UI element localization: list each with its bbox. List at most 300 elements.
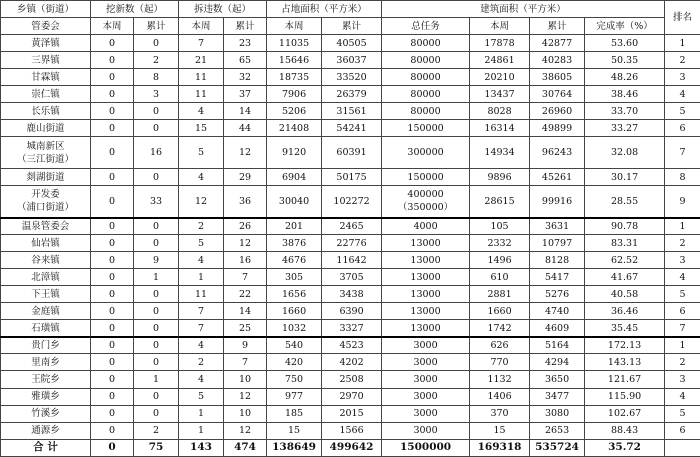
completion-rate-cell: 40.58 bbox=[585, 286, 665, 303]
land-area-cumulative-cell: 22776 bbox=[322, 235, 382, 252]
building-area-cumulative-cell: 3631 bbox=[530, 218, 585, 235]
completion-rate-cell: 38.46 bbox=[585, 86, 665, 103]
building-area-cumulative-cell: 26960 bbox=[530, 103, 585, 120]
demolished-week-cell: 2 bbox=[179, 218, 224, 235]
table-row bbox=[1, 303, 700, 320]
total-task-line1: 400000 bbox=[407, 189, 444, 201]
demolished-cumulative-cell: 7 bbox=[224, 269, 267, 286]
town-name-cell: 通源乡 bbox=[1, 422, 91, 439]
town-name-cell: 里南乡 bbox=[1, 354, 91, 371]
town-name-line2: （浦口街道） bbox=[16, 202, 74, 214]
land-area-cumulative-cell: 102272 bbox=[322, 186, 382, 218]
header-town-sub: 管委会 bbox=[1, 18, 91, 35]
total-task-cell: 3000 bbox=[382, 388, 470, 405]
completion-rate-cell: 48.26 bbox=[585, 69, 665, 86]
building-area-cumulative-cell: 3650 bbox=[530, 371, 585, 388]
table-row bbox=[1, 252, 700, 269]
building-area-week-cell: 1742 bbox=[470, 320, 530, 337]
demolished-week-cell: 5 bbox=[179, 137, 224, 169]
new-projects-cumulative-cell: 0 bbox=[134, 388, 179, 405]
building-area-week-cell: 13437 bbox=[470, 86, 530, 103]
completion-rate-cell: 33.27 bbox=[585, 120, 665, 137]
town-name-line1: 开发委 bbox=[31, 189, 60, 201]
total-task-cell: 3000 bbox=[382, 337, 470, 354]
demolished-week-cell: 21 bbox=[179, 52, 224, 69]
town-name-cell: 崇仁镇 bbox=[1, 86, 91, 103]
total-task-cell: 3000 bbox=[382, 371, 470, 388]
completion-rate-cell: 30.17 bbox=[585, 169, 665, 186]
demolished-cumulative-cell: 25 bbox=[224, 320, 267, 337]
land-area-week-cell: 1032 bbox=[267, 320, 322, 337]
header-land-week: 本周 bbox=[267, 18, 322, 35]
town-name-cell bbox=[1, 186, 91, 218]
land-area-week-cell: 21408 bbox=[267, 120, 322, 137]
demolished-cumulative-cell: 26 bbox=[224, 218, 267, 235]
header-new-week: 本周 bbox=[91, 18, 134, 35]
new-projects-week-cell: 0 bbox=[91, 405, 134, 422]
header-new-projects: 挖新数（起） bbox=[91, 1, 179, 18]
total-new-projects-week: 0 bbox=[91, 439, 134, 456]
completion-rate-cell: 33.70 bbox=[585, 103, 665, 120]
total-task-cell: 80000 bbox=[382, 86, 470, 103]
rank-cell: 8 bbox=[665, 169, 700, 186]
building-area-week-cell: 370 bbox=[470, 405, 530, 422]
building-area-week-cell: 1132 bbox=[470, 371, 530, 388]
header-land-cum: 累计 bbox=[322, 18, 382, 35]
rank-cell: 9 bbox=[665, 186, 700, 218]
completion-rate-cell: 102.67 bbox=[585, 405, 665, 422]
new-projects-cumulative-cell: 0 bbox=[134, 169, 179, 186]
rank-cell: 5 bbox=[665, 286, 700, 303]
total-task-line2: （350000） bbox=[397, 202, 454, 214]
completion-rate-cell: 90.78 bbox=[585, 218, 665, 235]
new-projects-cumulative-cell: 8 bbox=[134, 69, 179, 86]
header-bld-cum: 累计 bbox=[530, 18, 585, 35]
building-area-cumulative-cell: 5276 bbox=[530, 286, 585, 303]
demolished-week-cell: 11 bbox=[179, 86, 224, 103]
new-projects-week-cell: 0 bbox=[91, 137, 134, 169]
building-area-cumulative-cell: 30764 bbox=[530, 86, 585, 103]
land-area-cumulative-cell: 50175 bbox=[322, 169, 382, 186]
new-projects-week-cell: 0 bbox=[91, 286, 134, 303]
header-dem-week: 本周 bbox=[179, 18, 224, 35]
total-task-cell: 80000 bbox=[382, 69, 470, 86]
new-projects-cumulative-cell: 16 bbox=[134, 137, 179, 169]
demolished-cumulative-cell: 12 bbox=[224, 388, 267, 405]
demolished-cumulative-cell: 7 bbox=[224, 354, 267, 371]
town-name-cell: 雅璜乡 bbox=[1, 388, 91, 405]
completion-rate-cell: 115.90 bbox=[585, 388, 665, 405]
demolished-week-cell: 4 bbox=[179, 252, 224, 269]
rank-cell: 7 bbox=[665, 320, 700, 337]
completion-rate-cell: 53.60 bbox=[585, 35, 665, 52]
new-projects-week-cell: 0 bbox=[91, 69, 134, 86]
demolished-week-cell: 4 bbox=[179, 103, 224, 120]
completion-rate-cell: 35.45 bbox=[585, 320, 665, 337]
new-projects-week-cell: 0 bbox=[91, 303, 134, 320]
new-projects-week-cell: 0 bbox=[91, 337, 134, 354]
new-projects-week-cell: 0 bbox=[91, 388, 134, 405]
header-completion-rate: 完成率（%） bbox=[585, 18, 665, 35]
land-area-cumulative-cell: 11642 bbox=[322, 252, 382, 269]
table-row bbox=[1, 388, 700, 405]
rank-cell: 4 bbox=[665, 86, 700, 103]
completion-rate-cell: 143.13 bbox=[585, 354, 665, 371]
new-projects-cumulative-cell: 0 bbox=[134, 337, 179, 354]
completion-rate-cell: 172.13 bbox=[585, 337, 665, 354]
table-row bbox=[1, 169, 700, 186]
building-area-cumulative-cell: 40283 bbox=[530, 52, 585, 69]
land-area-week-cell: 185 bbox=[267, 405, 322, 422]
new-projects-cumulative-cell: 2 bbox=[134, 52, 179, 69]
land-area-cumulative-cell: 2015 bbox=[322, 405, 382, 422]
town-name-cell: 仙岩镇 bbox=[1, 235, 91, 252]
demolished-cumulative-cell: 16 bbox=[224, 252, 267, 269]
demolished-week-cell: 15 bbox=[179, 120, 224, 137]
new-projects-week-cell: 0 bbox=[91, 235, 134, 252]
town-name-cell: 北漳镇 bbox=[1, 269, 91, 286]
land-area-week-cell: 4676 bbox=[267, 252, 322, 269]
town-name-cell: 长乐镇 bbox=[1, 103, 91, 120]
completion-rate-cell: 121.67 bbox=[585, 371, 665, 388]
rank-cell: 6 bbox=[665, 120, 700, 137]
land-area-cumulative-cell: 1566 bbox=[322, 422, 382, 439]
new-projects-cumulative-cell: 0 bbox=[134, 303, 179, 320]
land-area-cumulative-cell: 26379 bbox=[322, 86, 382, 103]
land-area-cumulative-cell: 3327 bbox=[322, 320, 382, 337]
demolished-week-cell: 11 bbox=[179, 69, 224, 86]
rank-cell: 5 bbox=[665, 405, 700, 422]
building-area-cumulative-cell: 49899 bbox=[530, 120, 585, 137]
land-area-week-cell: 18735 bbox=[267, 69, 322, 86]
header-town: 乡镇（街道） bbox=[1, 1, 91, 18]
new-projects-cumulative-cell: 9 bbox=[134, 252, 179, 269]
demolished-cumulative-cell: 9 bbox=[224, 337, 267, 354]
rank-cell: 3 bbox=[665, 69, 700, 86]
new-projects-cumulative-cell: 0 bbox=[134, 320, 179, 337]
land-area-week-cell: 201 bbox=[267, 218, 322, 235]
town-name-cell bbox=[1, 137, 91, 169]
demolished-week-cell: 1 bbox=[179, 422, 224, 439]
new-projects-week-cell: 0 bbox=[91, 354, 134, 371]
table-row bbox=[1, 137, 700, 169]
total-task-cell: 3000 bbox=[382, 422, 470, 439]
town-name-line2: （三江街道） bbox=[16, 153, 74, 165]
land-area-week-cell: 9120 bbox=[267, 137, 322, 169]
land-area-cumulative-cell: 2508 bbox=[322, 371, 382, 388]
demolished-cumulative-cell: 37 bbox=[224, 86, 267, 103]
land-area-week-cell: 1656 bbox=[267, 286, 322, 303]
land-area-week-cell: 5206 bbox=[267, 103, 322, 120]
building-area-cumulative-cell: 5164 bbox=[530, 337, 585, 354]
new-projects-week-cell: 0 bbox=[91, 269, 134, 286]
total-task-cell: 300000 bbox=[382, 137, 470, 169]
total-task-cell: 13000 bbox=[382, 252, 470, 269]
land-area-cumulative-cell: 40505 bbox=[322, 35, 382, 52]
new-projects-cumulative-cell: 1 bbox=[134, 371, 179, 388]
total-land-area-cumulative: 499642 bbox=[322, 439, 382, 456]
table-row bbox=[1, 320, 700, 337]
rank-cell: 7 bbox=[665, 137, 700, 169]
demolished-cumulative-cell: 65 bbox=[224, 52, 267, 69]
table-row bbox=[1, 286, 700, 303]
demolished-cumulative-cell: 14 bbox=[224, 103, 267, 120]
new-projects-cumulative-cell: 3 bbox=[134, 86, 179, 103]
completion-rate-cell: 36.46 bbox=[585, 303, 665, 320]
building-area-cumulative-cell: 2653 bbox=[530, 422, 585, 439]
land-area-week-cell: 420 bbox=[267, 354, 322, 371]
land-area-week-cell: 30040 bbox=[267, 186, 322, 218]
land-area-week-cell: 11035 bbox=[267, 35, 322, 52]
building-area-week-cell: 20210 bbox=[470, 69, 530, 86]
demolished-cumulative-cell: 12 bbox=[224, 235, 267, 252]
building-area-week-cell: 2332 bbox=[470, 235, 530, 252]
new-projects-week-cell: 0 bbox=[91, 169, 134, 186]
new-projects-cumulative-cell: 33 bbox=[134, 186, 179, 218]
header-building-area: 建筑面积（平方米） bbox=[382, 1, 665, 18]
total-task-cell: 13000 bbox=[382, 269, 470, 286]
town-name-line1: 城南新区 bbox=[26, 140, 65, 152]
demolished-week-cell: 4 bbox=[179, 371, 224, 388]
completion-rate-cell: 88.43 bbox=[585, 422, 665, 439]
new-projects-cumulative-cell: 0 bbox=[134, 286, 179, 303]
building-area-cumulative-cell: 5417 bbox=[530, 269, 585, 286]
building-area-cumulative-cell: 8128 bbox=[530, 252, 585, 269]
land-area-week-cell: 540 bbox=[267, 337, 322, 354]
new-projects-cumulative-cell: 2 bbox=[134, 422, 179, 439]
building-area-week-cell: 28615 bbox=[470, 186, 530, 218]
header-row-sub bbox=[1, 18, 700, 35]
building-area-week-cell: 626 bbox=[470, 337, 530, 354]
table-row bbox=[1, 371, 700, 388]
land-area-cumulative-cell: 33520 bbox=[322, 69, 382, 86]
building-area-week-cell: 2881 bbox=[470, 286, 530, 303]
total-task-cell bbox=[382, 186, 470, 218]
total-new-projects-cumulative: 75 bbox=[134, 439, 179, 456]
table-row bbox=[1, 235, 700, 252]
rank-cell: 1 bbox=[665, 337, 700, 354]
demolished-cumulative-cell: 32 bbox=[224, 69, 267, 86]
demolished-week-cell: 7 bbox=[179, 320, 224, 337]
new-projects-week-cell: 0 bbox=[91, 35, 134, 52]
table-row bbox=[1, 186, 700, 218]
land-area-cumulative-cell: 2465 bbox=[322, 218, 382, 235]
building-area-week-cell: 105 bbox=[470, 218, 530, 235]
total-task-cell: 13000 bbox=[382, 235, 470, 252]
town-name-cell: 下王镇 bbox=[1, 286, 91, 303]
table-row bbox=[1, 218, 700, 235]
total-demolished-cumulative: 474 bbox=[224, 439, 267, 456]
rank-cell: 3 bbox=[665, 371, 700, 388]
demolished-cumulative-cell: 29 bbox=[224, 169, 267, 186]
demolished-week-cell: 11 bbox=[179, 286, 224, 303]
new-projects-week-cell: 0 bbox=[91, 371, 134, 388]
header-bld-week: 本周 bbox=[470, 18, 530, 35]
town-name-cell: 石璜镇 bbox=[1, 320, 91, 337]
demolished-cumulative-cell: 10 bbox=[224, 371, 267, 388]
rank-cell: 6 bbox=[665, 303, 700, 320]
table-row bbox=[1, 337, 700, 354]
table-row bbox=[1, 35, 700, 52]
completion-rate-cell: 32.08 bbox=[585, 137, 665, 169]
land-area-week-cell: 15646 bbox=[267, 52, 322, 69]
header-dem-cum: 累计 bbox=[224, 18, 267, 35]
header-total-task: 总任务 bbox=[382, 18, 470, 35]
rank-cell: 4 bbox=[665, 269, 700, 286]
building-area-cumulative-cell: 96243 bbox=[530, 137, 585, 169]
land-area-cumulative-cell: 31561 bbox=[322, 103, 382, 120]
building-area-week-cell: 1496 bbox=[470, 252, 530, 269]
rank-cell: 2 bbox=[665, 235, 700, 252]
building-area-cumulative-cell: 10797 bbox=[530, 235, 585, 252]
total-row bbox=[1, 439, 700, 456]
completion-rate-cell: 28.55 bbox=[585, 186, 665, 218]
total-demolished-week: 143 bbox=[179, 439, 224, 456]
demolished-cumulative-cell: 22 bbox=[224, 286, 267, 303]
new-projects-week-cell: 0 bbox=[91, 422, 134, 439]
rank-cell: 6 bbox=[665, 422, 700, 439]
building-area-week-cell: 610 bbox=[470, 269, 530, 286]
building-area-week-cell: 24861 bbox=[470, 52, 530, 69]
land-area-cumulative-cell: 3705 bbox=[322, 269, 382, 286]
demolished-cumulative-cell: 14 bbox=[224, 303, 267, 320]
town-name-cell: 贵门乡 bbox=[1, 337, 91, 354]
demolished-cumulative-cell: 12 bbox=[224, 137, 267, 169]
total-task-cell: 80000 bbox=[382, 52, 470, 69]
completion-rate-cell: 83.31 bbox=[585, 235, 665, 252]
table-row bbox=[1, 86, 700, 103]
building-area-cumulative-cell: 42877 bbox=[530, 35, 585, 52]
land-area-week-cell: 7906 bbox=[267, 86, 322, 103]
town-name-cell: 黄泽镇 bbox=[1, 35, 91, 52]
new-projects-week-cell: 0 bbox=[91, 52, 134, 69]
land-area-cumulative-cell: 36037 bbox=[322, 52, 382, 69]
total-task-cell: 80000 bbox=[382, 35, 470, 52]
rank-cell: 4 bbox=[665, 388, 700, 405]
new-projects-cumulative-cell: 0 bbox=[134, 35, 179, 52]
new-projects-cumulative-cell: 0 bbox=[134, 218, 179, 235]
rank-cell: 2 bbox=[665, 354, 700, 371]
demolished-week-cell: 5 bbox=[179, 388, 224, 405]
demolished-week-cell: 2 bbox=[179, 354, 224, 371]
building-area-week-cell: 1660 bbox=[470, 303, 530, 320]
building-area-cumulative-cell: 4294 bbox=[530, 354, 585, 371]
new-projects-week-cell: 0 bbox=[91, 186, 134, 218]
demolished-week-cell: 1 bbox=[179, 269, 224, 286]
demolished-week-cell: 5 bbox=[179, 235, 224, 252]
new-projects-cumulative-cell: 0 bbox=[134, 103, 179, 120]
demolished-cumulative-cell: 36 bbox=[224, 186, 267, 218]
building-area-cumulative-cell: 3477 bbox=[530, 388, 585, 405]
building-area-cumulative-cell: 3080 bbox=[530, 405, 585, 422]
total-completion-rate: 35.72 bbox=[585, 439, 665, 456]
total-rank bbox=[665, 439, 700, 456]
land-area-cumulative-cell: 4202 bbox=[322, 354, 382, 371]
total-task-cell: 3000 bbox=[382, 354, 470, 371]
total-task-cell: 150000 bbox=[382, 120, 470, 137]
land-area-week-cell: 15 bbox=[267, 422, 322, 439]
header-demolished: 拆违数（起） bbox=[179, 1, 267, 18]
completion-rate-cell: 50.35 bbox=[585, 52, 665, 69]
header-land-area: 占地面积（平方米） bbox=[267, 1, 382, 18]
town-name-cell: 金庭镇 bbox=[1, 303, 91, 320]
town-name-cell: 甘霖镇 bbox=[1, 69, 91, 86]
table-row bbox=[1, 354, 700, 371]
building-area-cumulative-cell: 4609 bbox=[530, 320, 585, 337]
new-projects-week-cell: 0 bbox=[91, 320, 134, 337]
completion-rate-cell: 41.67 bbox=[585, 269, 665, 286]
demolished-cumulative-cell: 23 bbox=[224, 35, 267, 52]
town-name-cell: 王院乡 bbox=[1, 371, 91, 388]
building-area-cumulative-cell: 99916 bbox=[530, 186, 585, 218]
rank-cell: 5 bbox=[665, 103, 700, 120]
building-area-cumulative-cell: 45261 bbox=[530, 169, 585, 186]
table-row bbox=[1, 422, 700, 439]
town-name-cell: 鹿山街道 bbox=[1, 120, 91, 137]
total-task-cell: 13000 bbox=[382, 286, 470, 303]
land-area-week-cell: 3876 bbox=[267, 235, 322, 252]
completion-rate-cell: 62.52 bbox=[585, 252, 665, 269]
building-area-week-cell: 1406 bbox=[470, 388, 530, 405]
header-new-cum: 累计 bbox=[134, 18, 179, 35]
rank-cell: 1 bbox=[665, 35, 700, 52]
land-area-cumulative-cell: 3438 bbox=[322, 286, 382, 303]
demolished-cumulative-cell: 12 bbox=[224, 422, 267, 439]
total-task-cell: 80000 bbox=[382, 103, 470, 120]
new-projects-week-cell: 0 bbox=[91, 252, 134, 269]
land-area-cumulative-cell: 2970 bbox=[322, 388, 382, 405]
header-rank: 排名 bbox=[665, 1, 700, 35]
table-row bbox=[1, 120, 700, 137]
land-area-cumulative-cell: 54241 bbox=[322, 120, 382, 137]
demolished-week-cell: 12 bbox=[179, 186, 224, 218]
table-row bbox=[1, 69, 700, 86]
rank-cell: 2 bbox=[665, 52, 700, 69]
building-area-week-cell: 9896 bbox=[470, 169, 530, 186]
building-area-cumulative-cell: 4740 bbox=[530, 303, 585, 320]
total-task-cell: 13000 bbox=[382, 303, 470, 320]
total-total-task: 1500000 bbox=[382, 439, 470, 456]
table-row bbox=[1, 103, 700, 120]
demolished-week-cell: 4 bbox=[179, 337, 224, 354]
demolished-cumulative-cell: 44 bbox=[224, 120, 267, 137]
demolished-week-cell: 1 bbox=[179, 405, 224, 422]
building-area-week-cell: 16314 bbox=[470, 120, 530, 137]
building-area-week-cell: 770 bbox=[470, 354, 530, 371]
rank-cell: 1 bbox=[665, 218, 700, 235]
total-task-cell: 3000 bbox=[382, 405, 470, 422]
town-name-cell: 温泉管委会 bbox=[1, 218, 91, 235]
land-area-week-cell: 1660 bbox=[267, 303, 322, 320]
new-projects-cumulative-cell: 1 bbox=[134, 269, 179, 286]
total-task-cell: 4000 bbox=[382, 218, 470, 235]
header-row-top bbox=[1, 1, 700, 18]
table-row bbox=[1, 405, 700, 422]
town-name-cell: 谷来镇 bbox=[1, 252, 91, 269]
new-projects-week-cell: 0 bbox=[91, 218, 134, 235]
total-building-area-cumulative: 535724 bbox=[530, 439, 585, 456]
table-row bbox=[1, 52, 700, 69]
table-row bbox=[1, 269, 700, 286]
new-projects-cumulative-cell: 0 bbox=[134, 120, 179, 137]
building-area-week-cell: 15 bbox=[470, 422, 530, 439]
new-projects-cumulative-cell: 0 bbox=[134, 235, 179, 252]
land-area-cumulative-cell: 4523 bbox=[322, 337, 382, 354]
demolished-cumulative-cell: 10 bbox=[224, 405, 267, 422]
demolished-week-cell: 7 bbox=[179, 303, 224, 320]
total-land-area-week: 138649 bbox=[267, 439, 322, 456]
total-label: 合 计 bbox=[1, 439, 91, 456]
